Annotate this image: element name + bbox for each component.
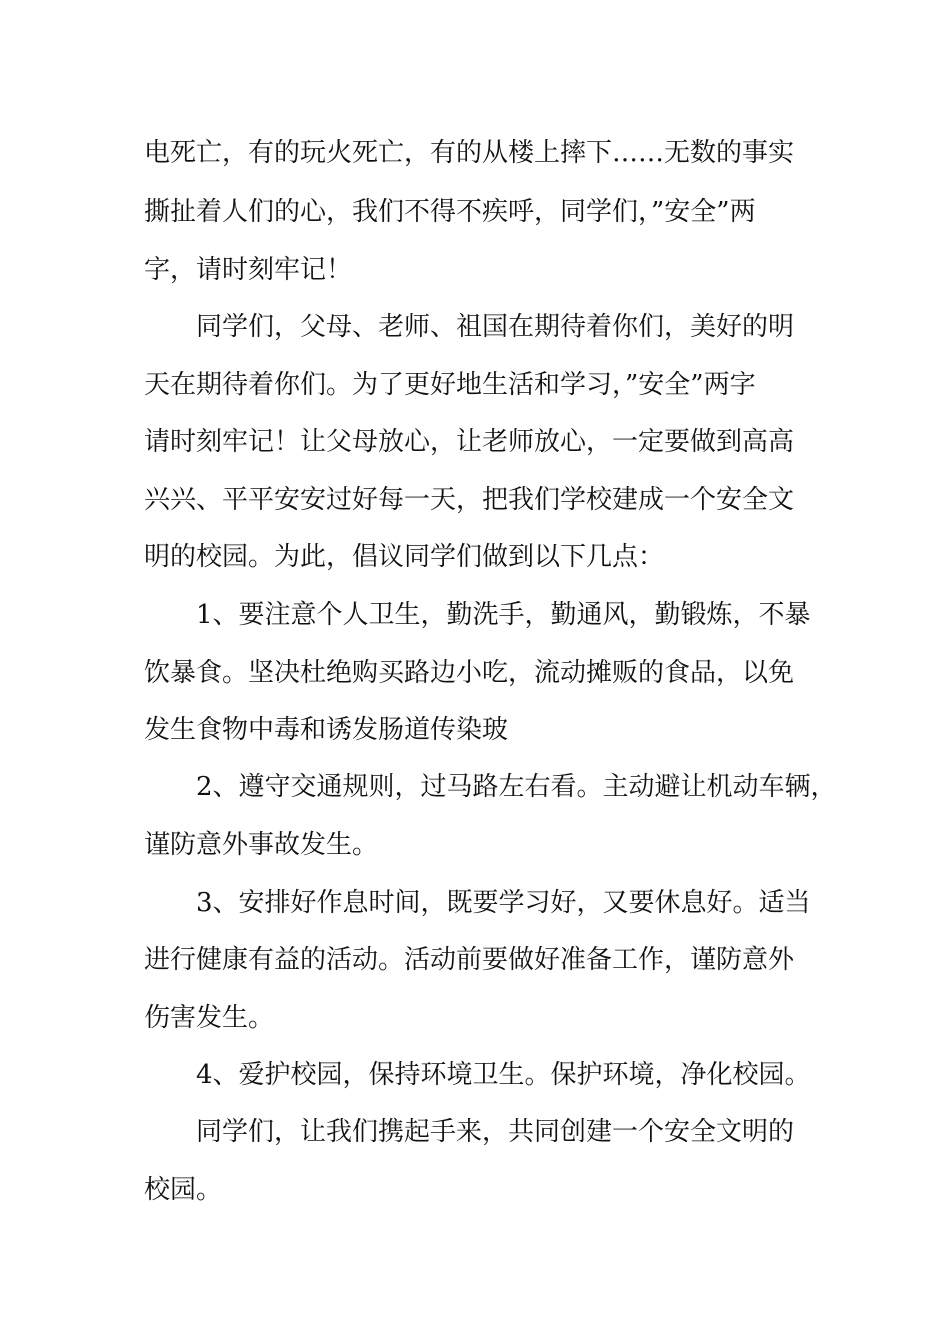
text-line: 谨防意外事故发生。 (144, 830, 379, 860)
text-line: 明的校园。为此，倡议同学们做到以下几点： (144, 542, 665, 572)
text-line: 同学们，父母、老师、祖国在期待着你们，美好的明 (196, 312, 795, 342)
text-line: 天在期待着你们。为了更好地生活和学习，”安全”两字 (144, 370, 756, 400)
text-line: 撕扯着人们的心，我们不得不疾呼，同学们，”安全”两 (144, 197, 756, 227)
text-line: 2、遵守交通规则，过马路左右看。主动避让机动车辆， (196, 772, 837, 802)
text-line: 字，请时刻牢记！ (144, 255, 353, 285)
text-line: 请时刻牢记！让父母放心，让老师放心，一定要做到高高 (144, 427, 795, 457)
text-line: 电死亡，有的玩火死亡，有的从楼上摔下……无数的事实 (144, 138, 795, 168)
text-line: 4、爱护校园，保持环境卫生。保护环境，净化校园。 (196, 1060, 811, 1090)
text-line: 1、要注意个人卫生，勤洗手，勤通风，勤锻炼，不暴 (196, 600, 811, 630)
text-line: 校园。 (144, 1175, 223, 1205)
text-line: 发生食物中毒和诱发肠道传染玻 (144, 715, 509, 745)
text-line: 兴兴、平平安安过好每一天，把我们学校建成一个安全文 (144, 485, 795, 515)
text-line: 伤害发生。 (144, 1003, 275, 1033)
text-line: 同学们，让我们携起手来，共同创建一个安全文明的 (196, 1117, 795, 1147)
text-line: 进行健康有益的活动。活动前要做好准备工作，谨防意外 (144, 945, 795, 975)
text-line: 3、安排好作息时间，既要学习好，又要休息好。适当 (196, 888, 811, 918)
text-line: 饮暴食。坚决杜绝购买路边小吃，流动摊贩的食品，以免 (144, 658, 795, 688)
